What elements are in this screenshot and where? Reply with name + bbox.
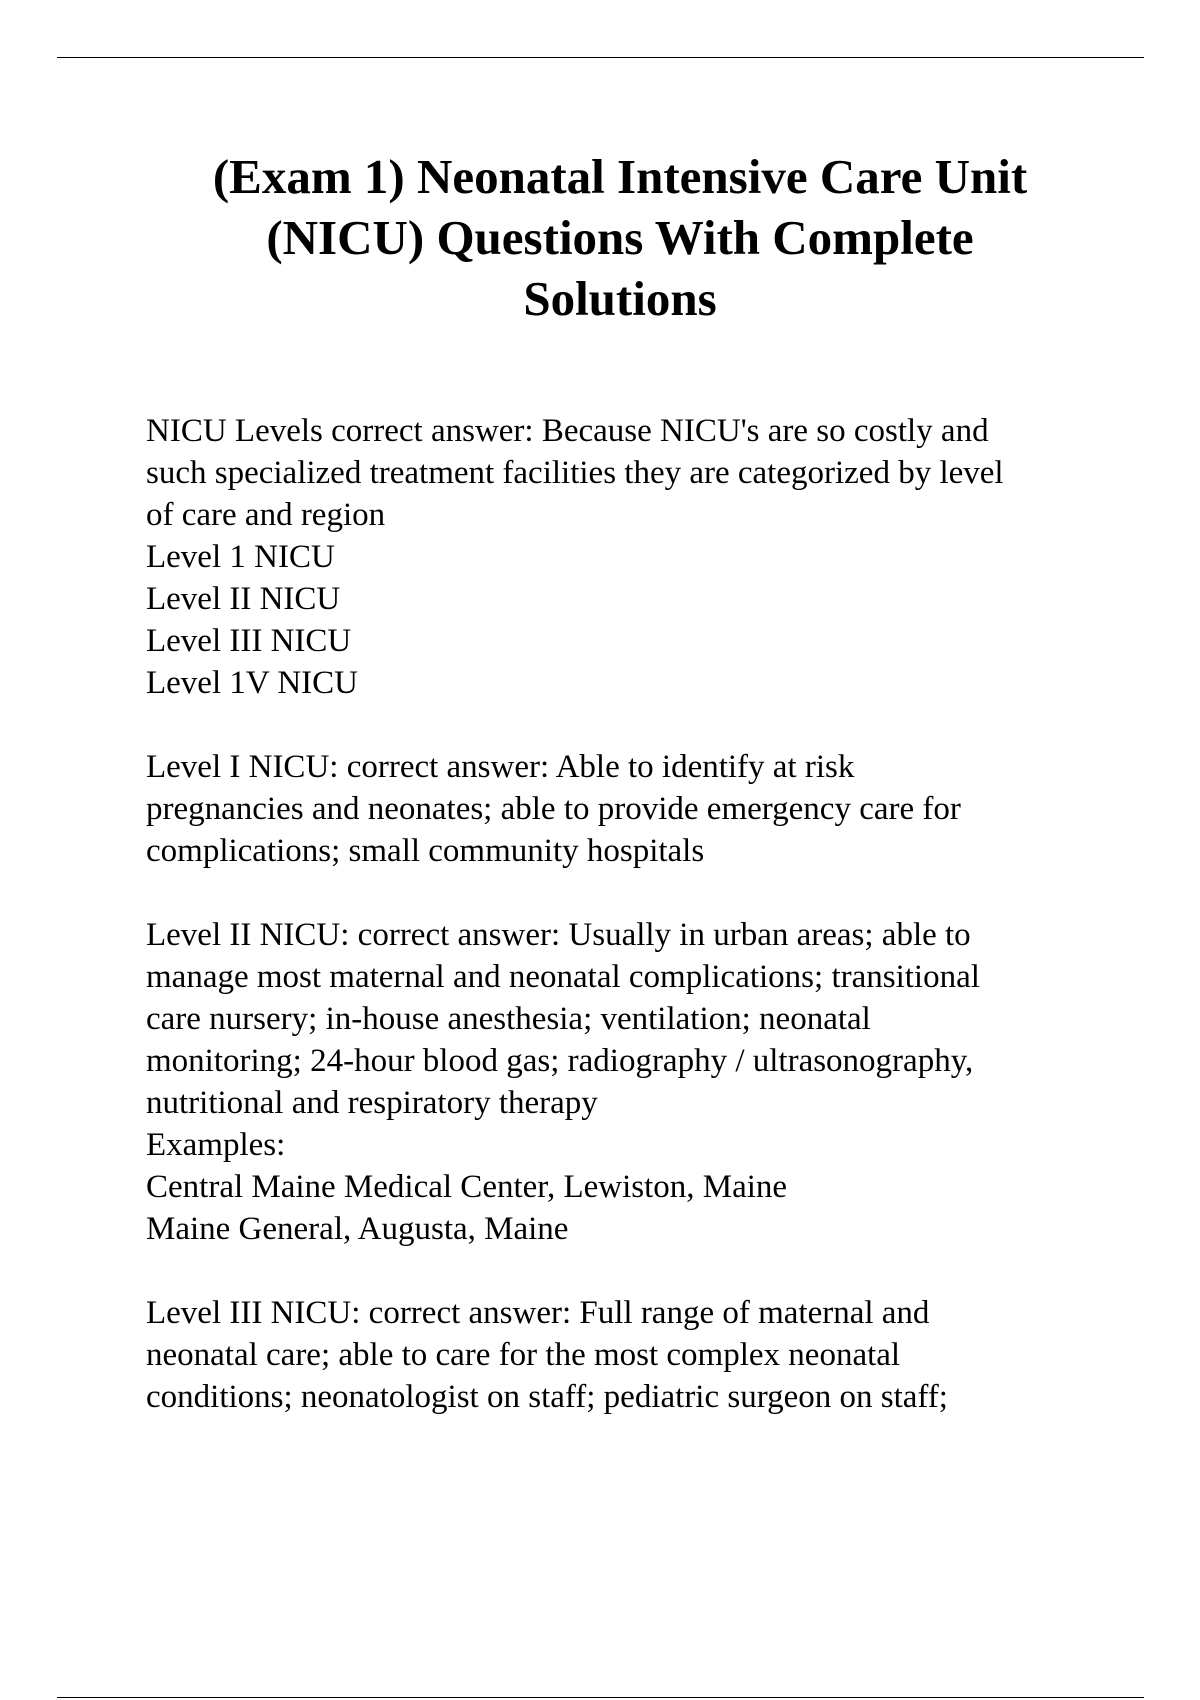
qa-entry-level-1 — [146, 746, 1156, 872]
document-body — [146, 410, 1156, 1460]
title-line: (NICU) Questions With Complete — [266, 210, 974, 265]
text-line: Level II NICU: correct answer: Usually in urban areas; able to — [146, 917, 971, 953]
text-line: NICU Levels correct answer: Because NICU's are so costly and — [146, 413, 989, 449]
text-line: Level 1 NICU — [146, 539, 335, 575]
text-line: of care and region — [146, 497, 386, 533]
text-line: nutritional and respiratory therapy — [146, 1085, 598, 1121]
text-line: pregnancies and neonates; able to provide emergency care for — [146, 791, 961, 827]
text-line: manage most maternal and neonatal complications; transitional — [146, 959, 980, 995]
title-line: (Exam 1) Neonatal Intensive Care Unit — [212, 149, 1028, 204]
top-divider — [57, 57, 1144, 58]
text-line: Maine General, Augusta, Maine — [146, 1211, 569, 1247]
qa-entry-level-2 — [146, 914, 1156, 1250]
text-line: Level II NICU — [146, 581, 341, 617]
text-line: complications; small community hospitals — [146, 833, 705, 869]
entry-text — [146, 746, 1156, 872]
entry-text — [146, 1292, 1156, 1418]
entry-text — [146, 410, 1156, 704]
text-line: Central Maine Medical Center, Lewiston, Maine — [146, 1169, 788, 1205]
bottom-divider — [57, 1697, 1144, 1698]
text-line: conditions; neonatologist on staff; pediatric surgeon on staff; — [146, 1379, 948, 1415]
qa-entry-nicu-levels — [146, 410, 1156, 704]
document-title — [100, 146, 1140, 329]
text-line: Level I NICU: correct answer: Able to identify at risk — [146, 749, 855, 785]
text-line: such specialized treatment facilities they are categorized by level — [146, 455, 1004, 491]
text-line: neonatal care; able to care for the most complex neonatal — [146, 1337, 901, 1373]
text-line: monitoring; 24-hour blood gas; radiography / ultrasonography, — [146, 1043, 974, 1079]
text-line: Level III NICU: correct answer: Full range of maternal and — [146, 1295, 930, 1331]
title-line: Solutions — [523, 271, 717, 326]
text-line: Examples: — [146, 1127, 286, 1163]
entry-text — [146, 914, 1156, 1250]
text-line: Level III NICU — [146, 623, 352, 659]
text-line: Level 1V NICU — [146, 665, 359, 701]
text-line: care nursery; in-house anesthesia; ventilation; neonatal — [146, 1001, 871, 1037]
qa-entry-level-3 — [146, 1292, 1156, 1418]
